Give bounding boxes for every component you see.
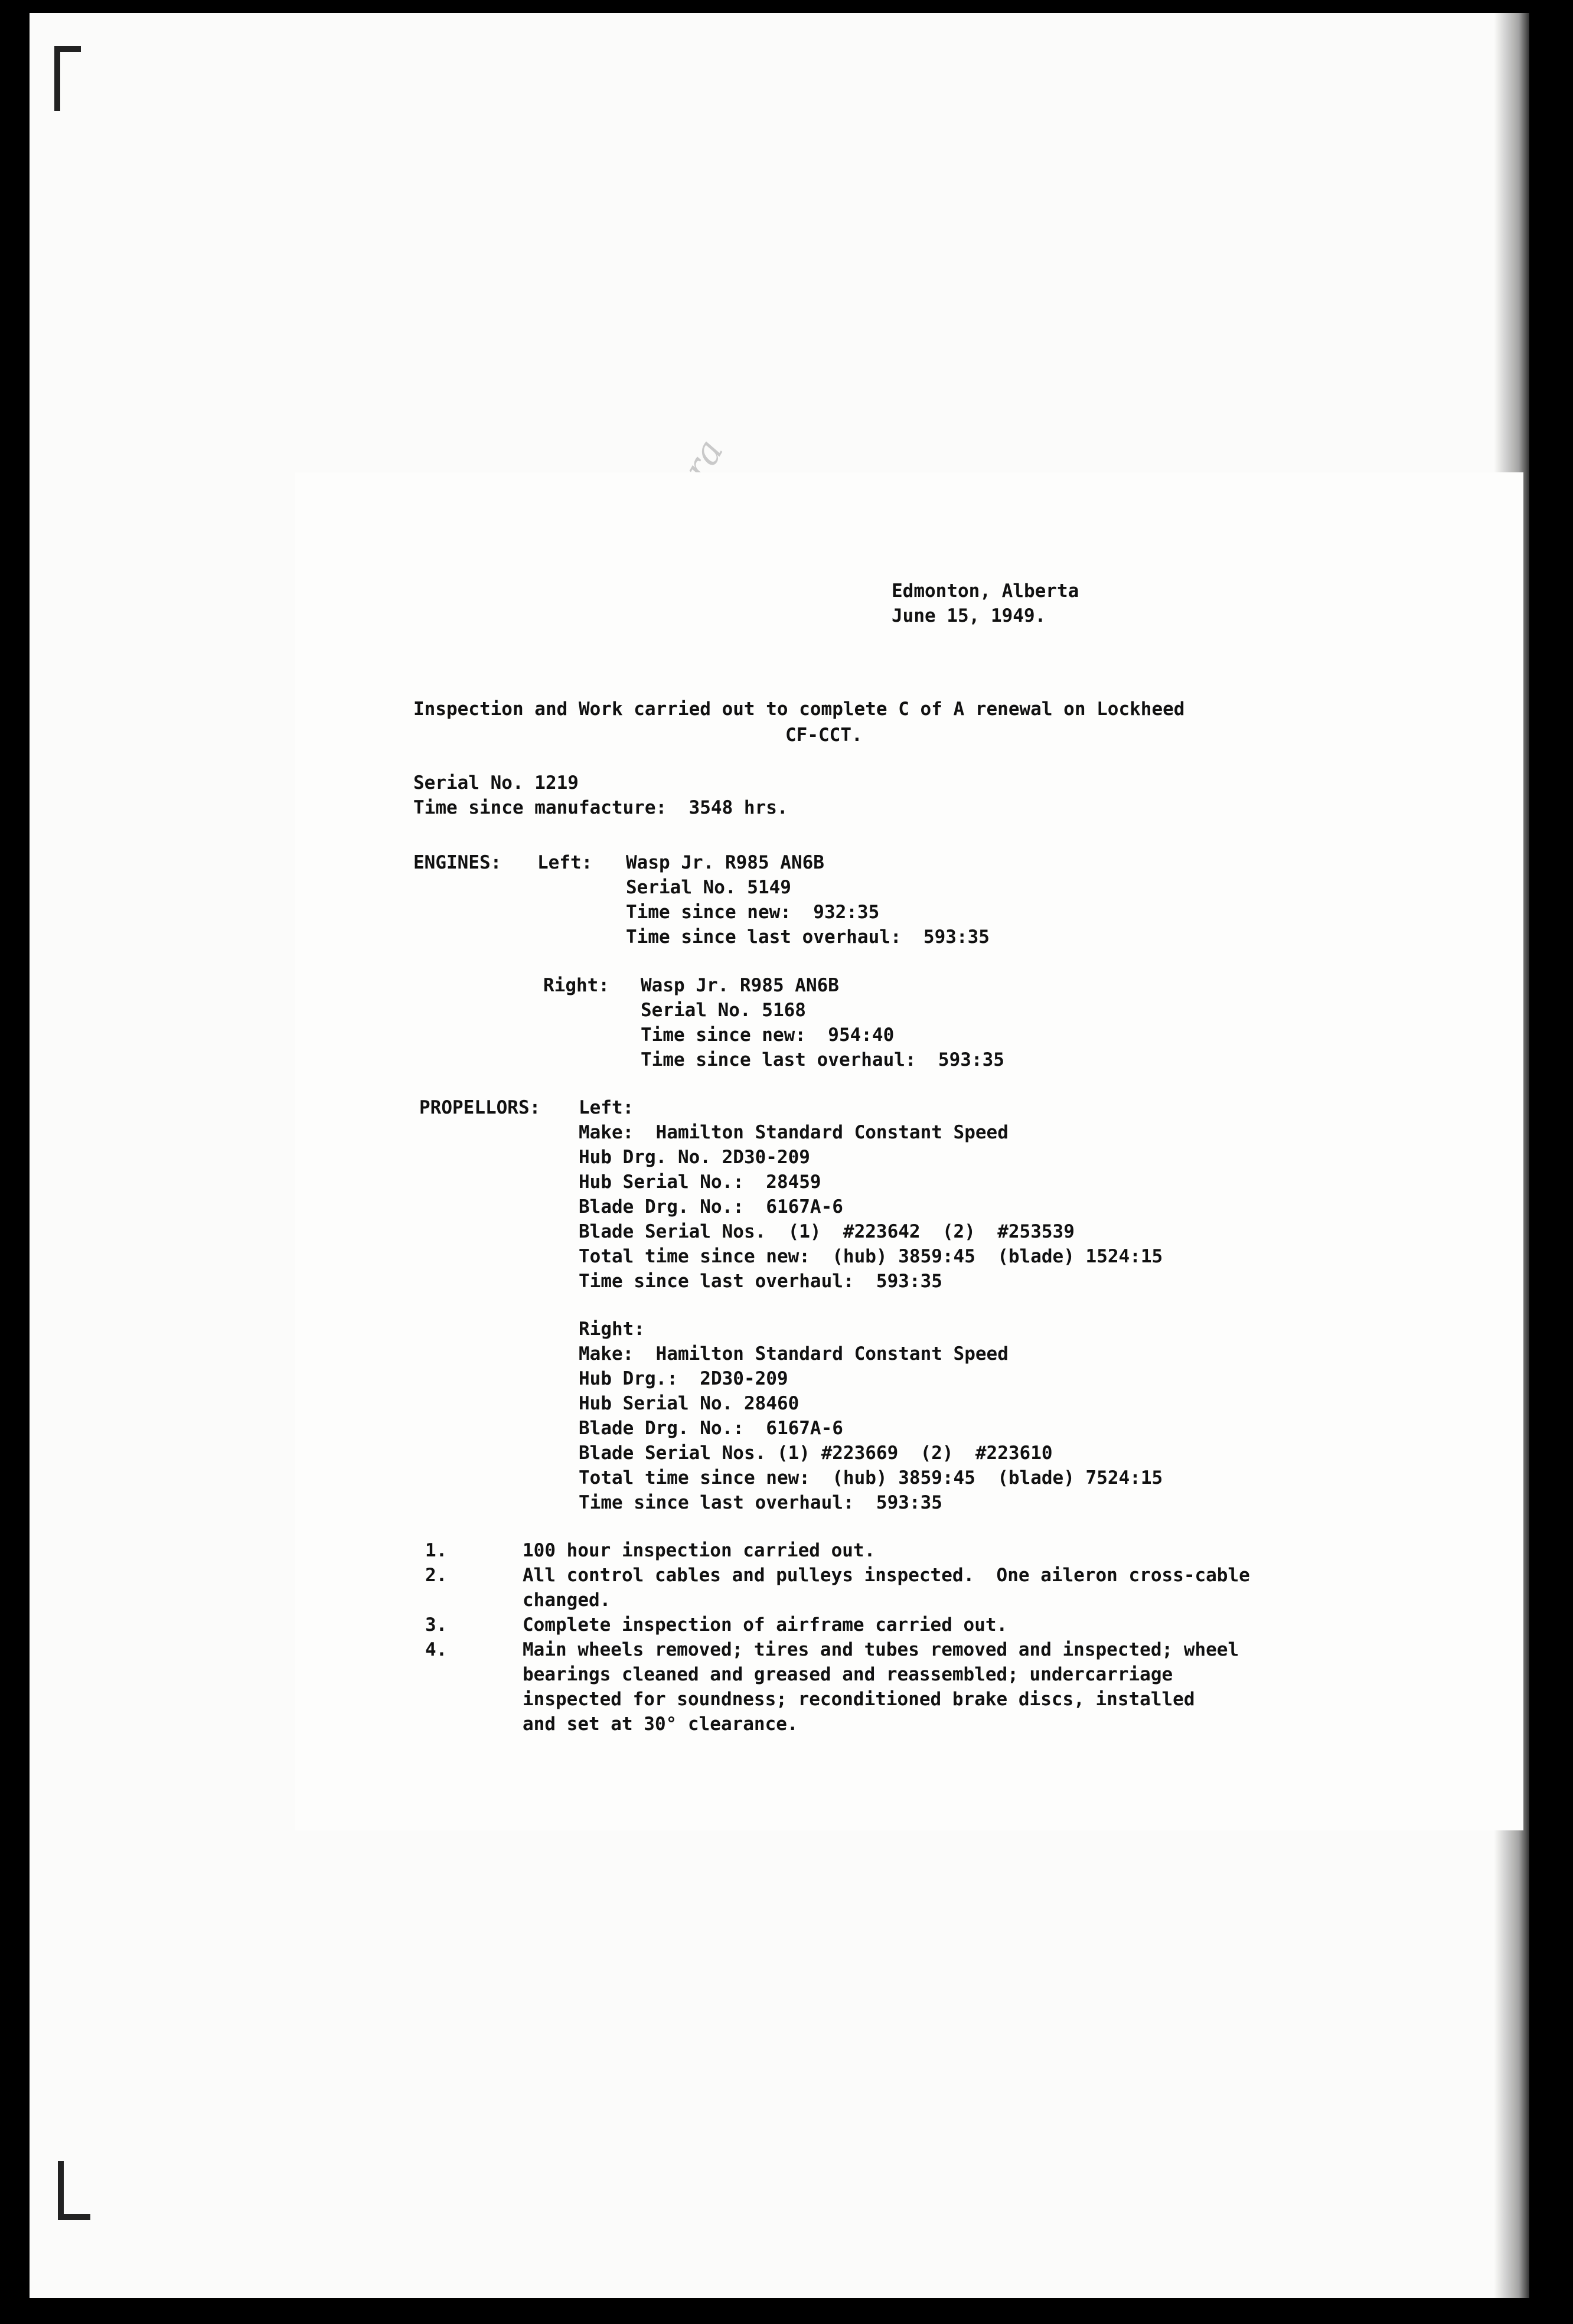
propellor-left-hub-drg: Hub Drg. No. 2D30-209: [579, 1147, 810, 1168]
crop-mark-bottom-left-bar: [58, 2214, 90, 2220]
engine-left-serial: Serial No. 5149: [626, 877, 791, 898]
work-item-text: bearings cleaned and greased and reassembled; undercarriage: [523, 1664, 1173, 1685]
work-item-number: 4.: [425, 1639, 448, 1660]
engines-heading: ENGINES:: [413, 852, 502, 873]
engine-left-time-overhaul: Time since last overhaul: 593:35: [626, 926, 990, 948]
aircraft-time-since-manufacture: Time since manufacture: 3548 hrs.: [413, 797, 788, 818]
propellor-right-blade-serials: Blade Serial Nos. (1) #223669 (2) #223610: [579, 1442, 1053, 1464]
dateline-place: Edmonton, Alberta: [892, 580, 1079, 602]
engine-right-model: Wasp Jr. R985 AN6B: [641, 975, 839, 996]
aircraft-serial: Serial No. 1219: [413, 772, 579, 794]
propellor-left-total-time: Total time since new: (hub) 3859:45 (blade) 1524:15: [579, 1246, 1163, 1267]
engine-left-model: Wasp Jr. R985 AN6B: [626, 852, 824, 873]
work-item-text: 100 hour inspection carried out.: [523, 1540, 876, 1561]
propellors-heading: PROPELLORS:: [419, 1097, 541, 1118]
crop-mark-top-left: [54, 46, 60, 111]
engine-right-serial: Serial No. 5168: [641, 1000, 806, 1021]
propellor-right-make: Make: Hamilton Standard Constant Speed: [579, 1343, 1009, 1365]
work-item-text: changed.: [523, 1589, 611, 1611]
engine-left-label: Left:: [537, 852, 593, 873]
engine-right-time-new: Time since new: 954:40: [641, 1024, 895, 1046]
work-item-text: inspected for soundness; reconditioned brake discs, installed: [523, 1689, 1195, 1710]
work-item-number: 1.: [425, 1540, 448, 1561]
document-title: Inspection and Work carried out to complete C of A renewal on Lockheed: [413, 698, 1185, 720]
crop-mark-bottom-left: [58, 2161, 64, 2220]
work-item-number: 2.: [425, 1565, 448, 1586]
propellor-left-blade-serials: Blade Serial Nos. (1) #223642 (2) #253539: [579, 1221, 1075, 1242]
propellor-right-blade-drg: Blade Drg. No.: 6167A-6: [579, 1418, 843, 1439]
propellor-right-time-overhaul: Time since last overhaul: 593:35: [579, 1492, 942, 1513]
engine-right-time-overhaul: Time since last overhaul: 593:35: [641, 1049, 1004, 1070]
propellor-right-total-time: Total time since new: (hub) 3859:45 (blade) 7524:15: [579, 1467, 1163, 1489]
propellor-right-hub-serial: Hub Serial No. 28460: [579, 1393, 799, 1414]
work-item-text: Complete inspection of airframe carried out.: [523, 1614, 1008, 1636]
propellor-left-hub-serial: Hub Serial No.: 28459: [579, 1171, 821, 1193]
crop-mark-top-left-bar: [54, 46, 81, 52]
engine-right-label: Right:: [543, 975, 609, 996]
propellor-right-hub-drg: Hub Drg.: 2D30-209: [579, 1368, 788, 1389]
work-item-text: Main wheels removed; tires and tubes removed and inspected; wheel: [523, 1639, 1239, 1660]
dateline-date: June 15, 1949.: [892, 605, 1046, 626]
propellor-right-label: Right:: [579, 1318, 645, 1340]
propellor-left-make: Make: Hamilton Standard Constant Speed: [579, 1122, 1009, 1143]
work-item-number: 3.: [425, 1614, 448, 1636]
propellor-left-time-overhaul: Time since last overhaul: 593:35: [579, 1271, 942, 1292]
propellor-left-label: Left:: [579, 1097, 634, 1118]
document-title-registration: CF-CCT.: [785, 724, 863, 746]
work-item-text: and set at 30° clearance.: [523, 1713, 798, 1735]
typed-page: [295, 472, 1523, 1830]
engine-left-time-new: Time since new: 932:35: [626, 902, 880, 923]
propellor-left-blade-drg: Blade Drg. No.: 6167A-6: [579, 1196, 843, 1218]
work-item-text: All control cables and pulleys inspected. One aileron cross-cable: [523, 1565, 1250, 1586]
